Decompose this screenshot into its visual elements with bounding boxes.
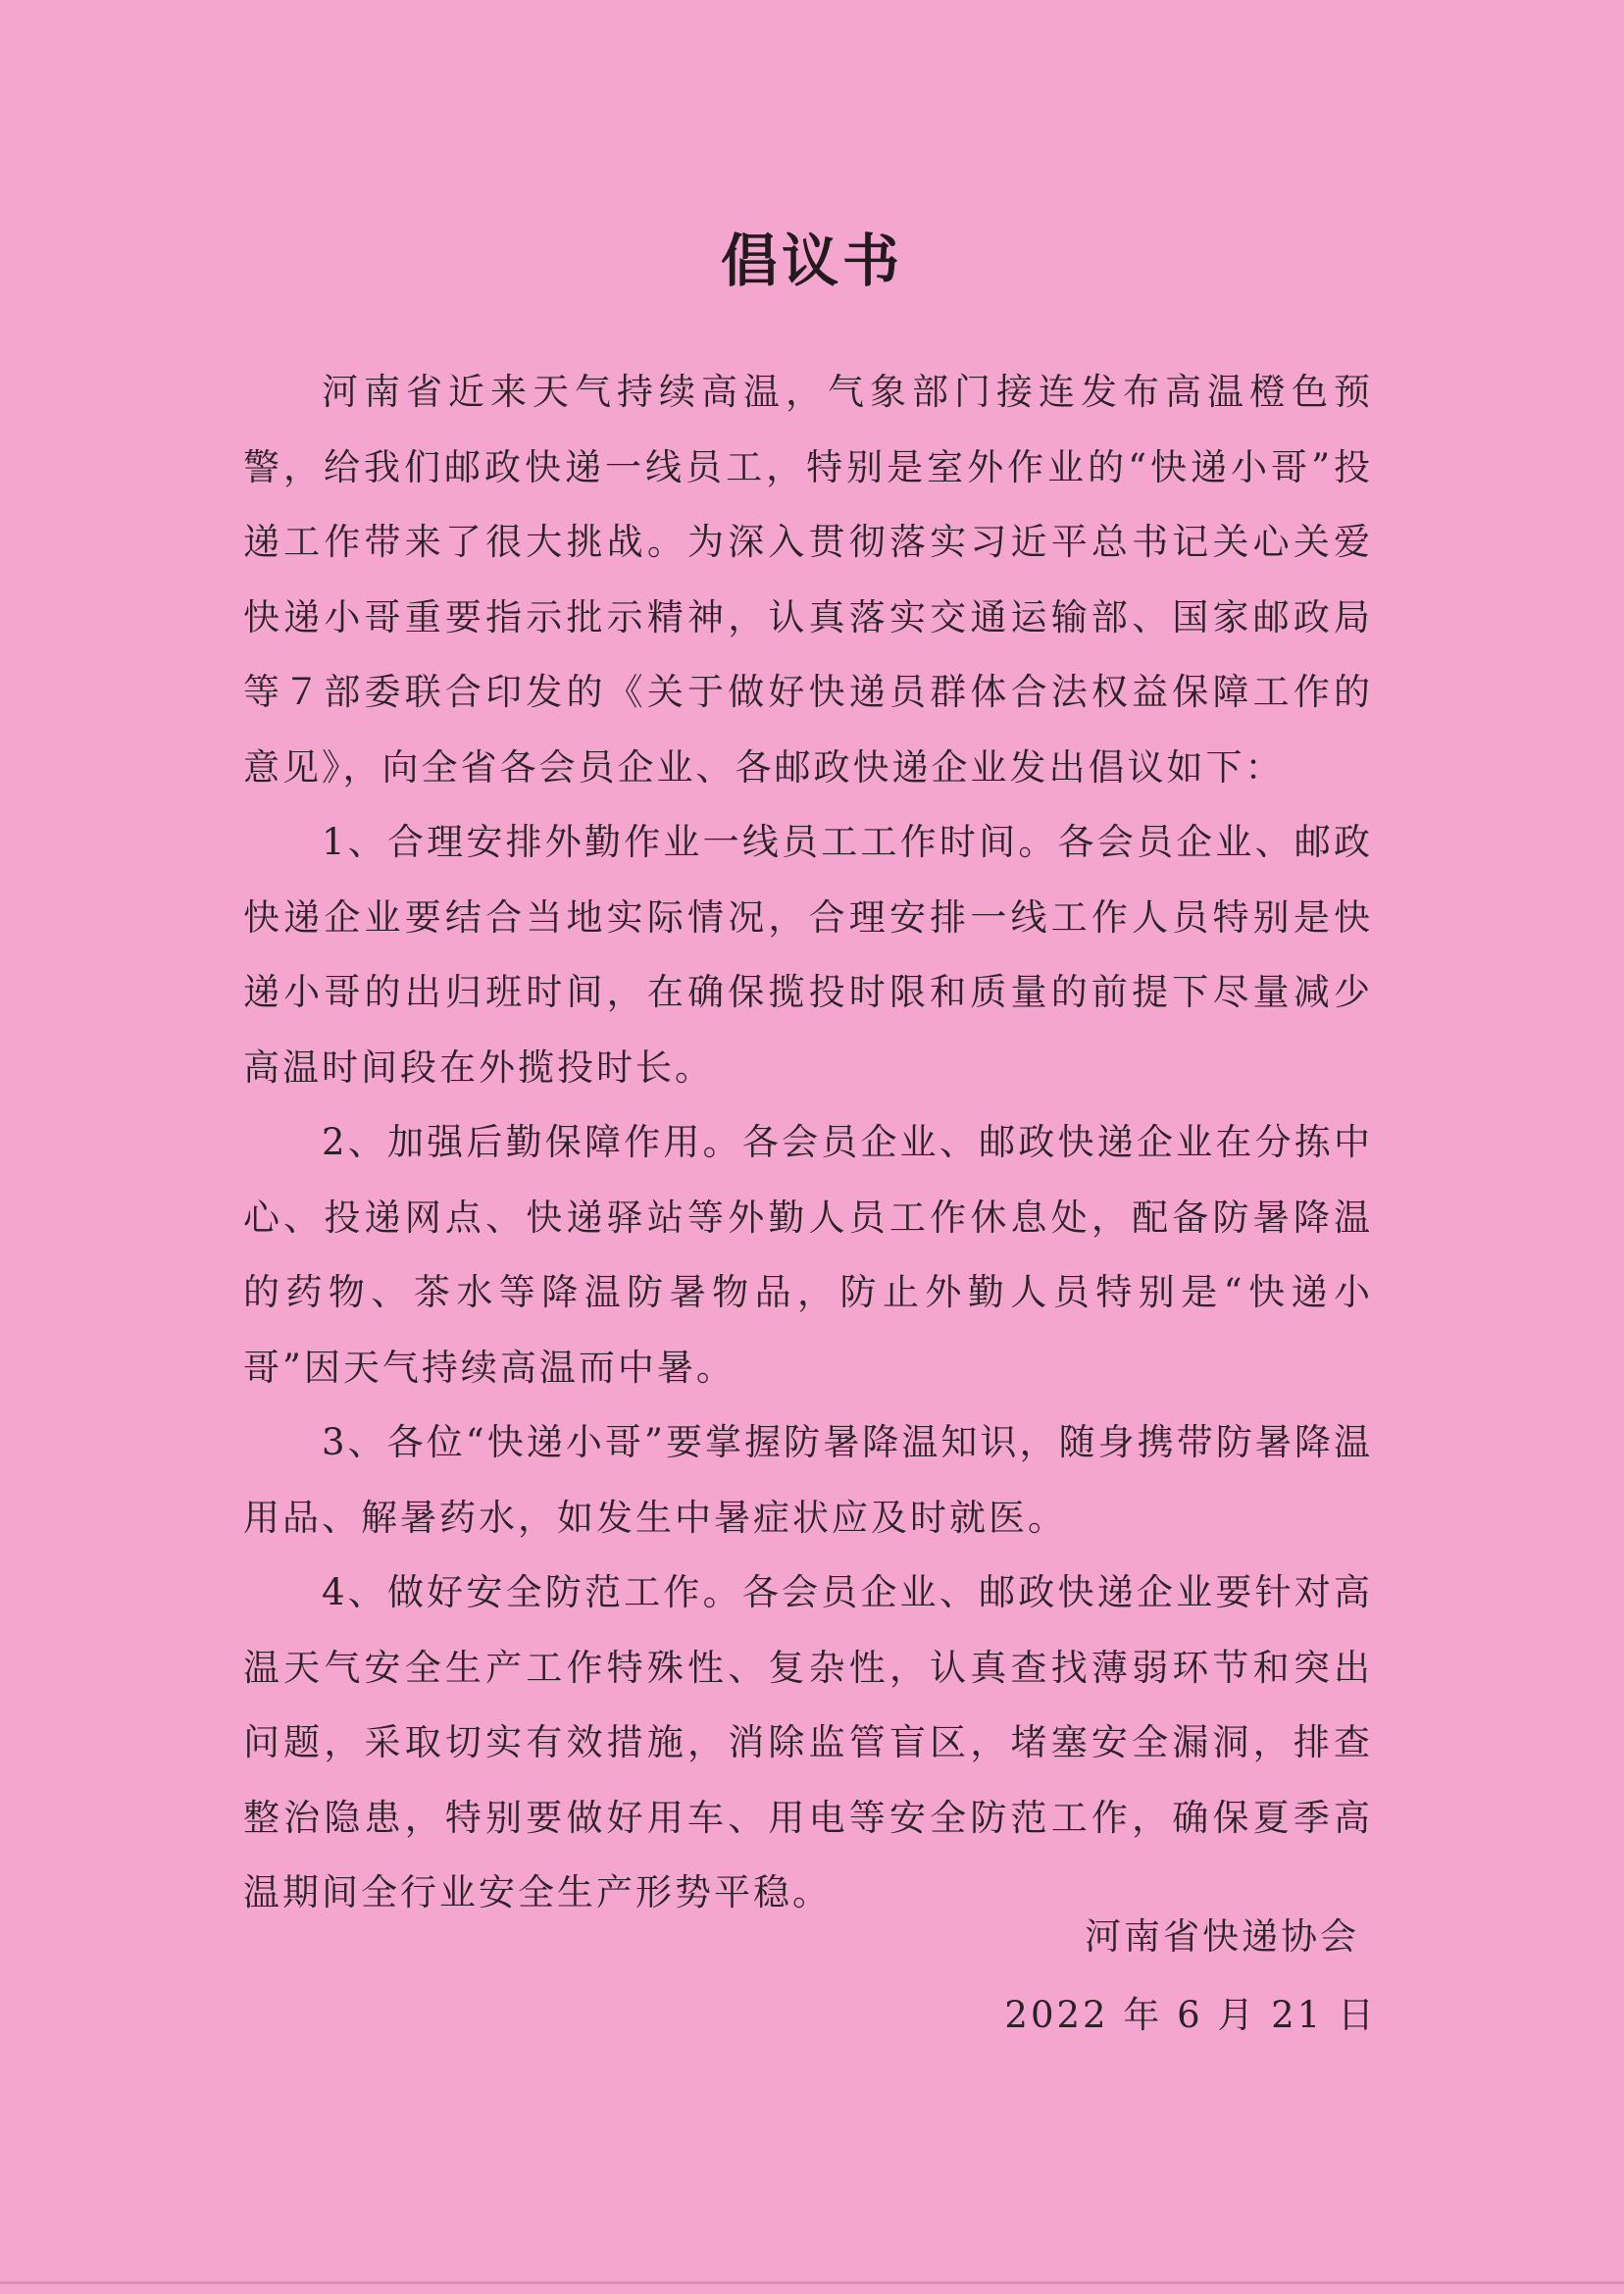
paragraph-item-4: 4、做好安全防范工作。各会员企业、邮政快递企业要针对高温天气安全生产工作特殊性、复杂性，认真查找薄弱环节和突出问题，采取切实有效措施，消除监管盲区，堵塞安全漏洞，排查整治隐患，特别要做好用车、用电等安全防范工作，确保夏季高温期间全行业安全生产形势平稳。 bbox=[243, 1571, 1373, 1913]
paragraph-intro: 河南省近来天气持续高温，气象部门接连发布高温橙色预警，给我们邮政快递一线员工，特别是室外作业的“快递小哥”投递工作带来了很大挑战。为深入贯彻落实习近平总书记关心关爱快递小哥重要指示批示精神，认真落实交通运输部、国家邮政局等７部委联合印发的《关于做好快递员群体合法权益保障工作的意见》，向全省各会员企业、各邮政快递企业发出倡议如下： bbox=[243, 371, 1373, 789]
paragraph-item-1: 1、合理安排外勤作业一线员工工作时间。各会员企业、邮政快递企业要结合当地实际情况，合理安排一线工作人员特别是快递小哥的出归班时间，在确保揽投时限和质量的前提下尽量减少高温时间段在外揽投时长。 bbox=[243, 821, 1373, 1089]
document-body bbox=[243, 355, 1373, 1931]
paragraph-item-3: 3、各位“快递小哥”要掌握防暑降温知识，随身携带防暑降温用品、解暑药水，如发生中暑症状应及时就医。 bbox=[243, 1421, 1373, 1539]
signature-organization: 河南省快递协会 bbox=[1085, 1915, 1359, 1958]
scan-edge-line bbox=[0, 2281, 1624, 2284]
document-title: 倡议书 bbox=[720, 228, 903, 294]
signature-date: 2022 年 6 月 21 日 bbox=[1004, 1994, 1377, 2036]
paragraph-item-2: 2、加强后勤保障作用。各会员企业、邮政快递企业在分拣中心、投递网点、快递驿站等外勤人员工作休息处，配备防暑降温的药物、茶水等降温防暑物品，防止外勤人员特别是“快递小哥”因天气持续高温而中暑。 bbox=[243, 1121, 1373, 1389]
